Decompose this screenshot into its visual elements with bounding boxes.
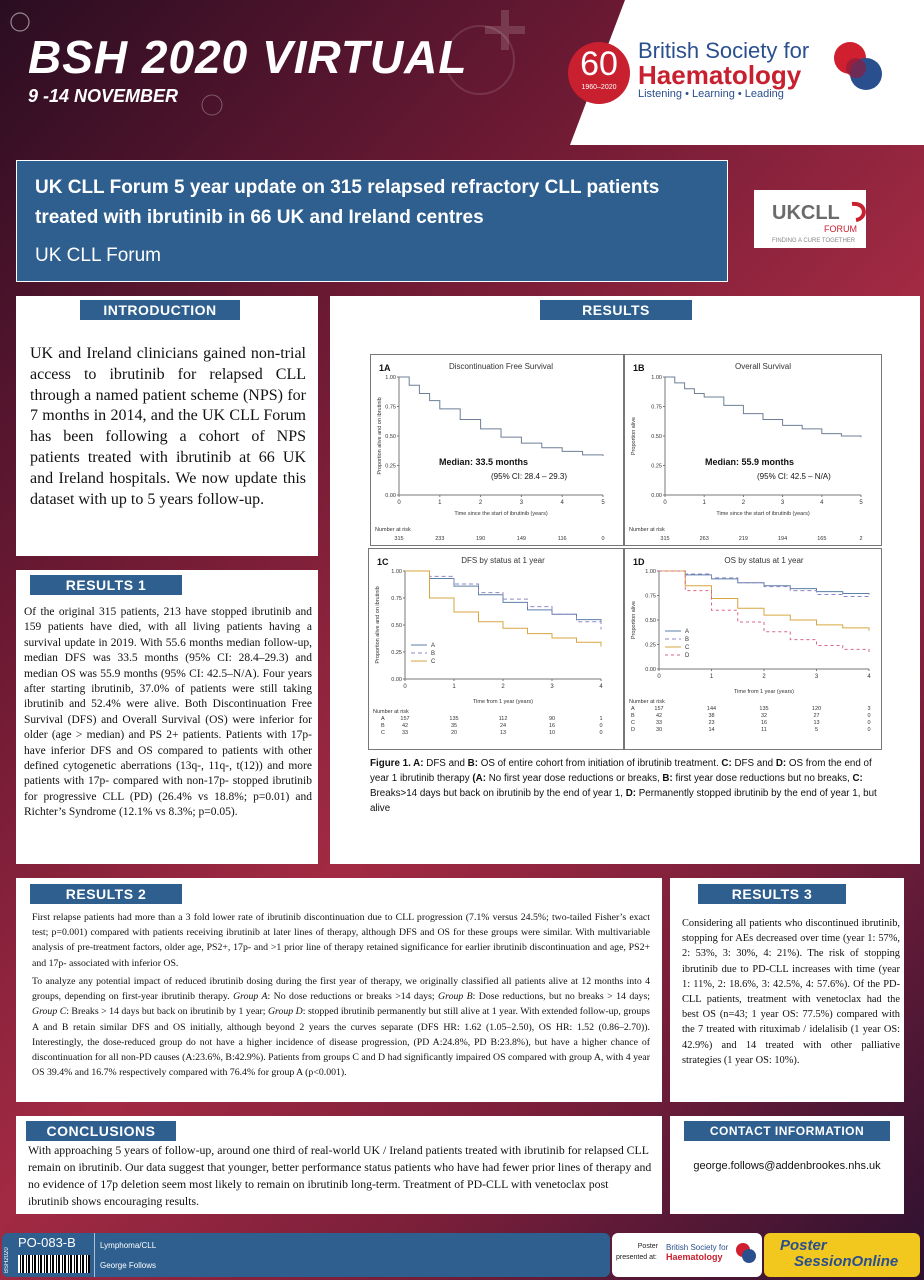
poster-id: PO-083-B <box>18 1235 76 1250</box>
ci-annotation: (95% CI: 28.4 – 29.3) <box>491 472 568 481</box>
risk-row-label: A <box>381 716 385 722</box>
risk-value: 27 <box>813 713 820 719</box>
x-axis-label: Time since the start of ibrutinib (years) <box>716 511 810 517</box>
risk-value: 33 <box>655 720 663 726</box>
y-axis-label: Proportion alive <box>631 600 637 640</box>
risk-value: 120 <box>811 706 822 712</box>
org-name-line2: Haematology <box>638 60 802 90</box>
risk-value: 135 <box>759 706 769 712</box>
x-axis-label: Time from 1 year (years) <box>472 699 534 705</box>
risk-value: 32 <box>760 713 768 719</box>
y-tick-label: 0.00 <box>651 493 662 499</box>
presented-line1: Poster <box>637 1243 658 1250</box>
pso-word2: SessionOnline <box>794 1253 899 1270</box>
small-bsh-logo-icon <box>734 1241 758 1265</box>
results2-p2b: : No dose reductions or breaks >14 days; <box>267 991 439 1003</box>
y-tick-label: 1.00 <box>391 569 402 575</box>
x-tick-label: 4 <box>599 684 603 690</box>
series-line-C <box>405 571 601 647</box>
risk-row-label: A <box>631 706 635 712</box>
presented-line2: presented at: <box>616 1254 657 1261</box>
legend-label: B <box>431 651 436 657</box>
risk-value: 42 <box>655 713 663 719</box>
series-line-main <box>399 377 603 456</box>
risk-value: 263 <box>699 536 709 542</box>
y-tick-label: 0.00 <box>385 493 396 499</box>
caption-b4: (A: <box>472 773 486 784</box>
x-tick-label: 3 <box>519 500 524 506</box>
panel-label: 1B <box>633 363 645 373</box>
series-line-C <box>659 571 869 631</box>
x-tick-label: 4 <box>867 674 871 680</box>
risk-value: 233 <box>435 536 445 542</box>
risk-value: 13 <box>813 720 820 726</box>
y-tick-label: 0.25 <box>391 650 402 656</box>
anniversary-years: 1960–2020 <box>581 84 617 91</box>
risk-value: 157 <box>400 716 410 722</box>
x-tick-label: 2 <box>762 674 766 680</box>
risk-value: 24 <box>499 723 507 729</box>
legend-label: C <box>685 645 690 651</box>
x-tick-label: 1 <box>438 500 442 506</box>
risk-value: 165 <box>817 536 827 542</box>
logo-forum-text: FORUM <box>824 224 857 234</box>
y-tick-label: 0.25 <box>645 642 656 649</box>
risk-value: 16 <box>760 720 768 726</box>
x-tick-label: 2 <box>501 684 505 690</box>
x-tick-label: 3 <box>780 500 785 506</box>
small-org-line1: British Society for <box>666 1243 729 1252</box>
risk-table-label: Number at risk <box>373 709 409 715</box>
poster-session-online-logo <box>764 1233 920 1277</box>
contact-panel <box>670 1116 904 1214</box>
risk-value: 35 <box>450 723 458 729</box>
y-tick-label: 1.00 <box>645 569 656 575</box>
x-tick-label: 0 <box>397 500 401 506</box>
y-tick-label: 0.50 <box>651 434 662 440</box>
results2-heading: RESULTS 2 <box>30 884 182 904</box>
poster-title-box <box>16 160 728 282</box>
x-tick-label: 1 <box>452 684 456 690</box>
x-tick-label: 4 <box>820 500 824 506</box>
x-tick-label: 3 <box>814 674 819 680</box>
small-org-line2: Haematology <box>666 1252 723 1262</box>
caption-b1: B: <box>467 758 478 769</box>
legend-label: C <box>431 659 436 665</box>
legend-label: A <box>685 629 690 635</box>
risk-value: 0 <box>599 730 603 736</box>
footer-category: Lymphoma/CLL <box>100 1241 157 1250</box>
risk-value: 0 <box>867 713 871 719</box>
chart-1c <box>368 548 624 750</box>
caption-t4: OS from the end of year 1 ibrutinib therapy <box>370 758 872 784</box>
bsh-logo-icon <box>828 36 890 98</box>
logo-swirl-icon <box>848 200 868 226</box>
presented-at-box <box>612 1233 762 1277</box>
poster-title: UK CLL Forum 5 year update on 315 relapsed refractory CLL patients treated with ibrutinib in 66 UK and Ireland centres <box>35 177 660 228</box>
x-axis-label: Time from 1 year (years) <box>733 689 795 695</box>
caption-b3: D: <box>775 758 787 769</box>
results3-heading: RESULTS 3 <box>698 884 846 904</box>
y-tick-label: 0.75 <box>391 596 402 602</box>
caption-t8: Permanently stopped ibrutinib by the end of year 1, but alive <box>370 788 877 814</box>
results-heading: RESULTS <box>540 300 692 320</box>
caption-t3: DFS and <box>731 758 776 769</box>
x-tick-label: 3 <box>550 684 554 690</box>
y-tick-label: 1.00 <box>651 375 662 381</box>
risk-table-label: Number at risk <box>375 527 411 533</box>
x-tick-label: 2 <box>478 500 483 506</box>
caption-t1: DFS and <box>423 758 468 769</box>
footer-info-bar <box>2 1233 610 1277</box>
risk-value: 149 <box>516 536 526 542</box>
risk-value: 90 <box>548 716 556 722</box>
x-tick-label: 5 <box>859 500 863 506</box>
risk-value: 1 <box>599 716 603 722</box>
risk-value: 194 <box>778 536 788 542</box>
risk-value: 23 <box>708 720 715 726</box>
contact-heading: CONTACT INFORMATION <box>684 1121 890 1141</box>
conclusions-panel <box>16 1116 662 1214</box>
risk-value: 144 <box>706 706 717 712</box>
chart-title: DFS by status at 1 year <box>461 556 545 565</box>
y-tick-label: 0.00 <box>645 667 656 673</box>
org-tagline: Listening • Learning • Leading <box>638 88 784 100</box>
risk-value: 190 <box>476 536 486 542</box>
caption-b6: C: <box>852 773 863 784</box>
results-panel <box>330 296 920 864</box>
results2-p2a: To analyze any potential impact of reduced ibrutinib dosing during the first year of therapy, we originally classified all patients alive at 12 months into 4 groups, depending on first-year ibrutinib therapy. <box>32 976 650 1003</box>
series-line-A <box>405 571 601 623</box>
risk-row-label: C <box>631 720 635 726</box>
risk-value: 315 <box>394 536 404 542</box>
footer-divider <box>94 1233 95 1277</box>
introduction-panel <box>16 296 318 556</box>
risk-value: 10 <box>548 730 556 736</box>
median-annotation: Median: 33.5 months <box>439 457 529 467</box>
x-tick-label: 1 <box>702 500 706 506</box>
risk-value: 38 <box>708 713 715 719</box>
y-tick-label: 1.00 <box>385 375 396 381</box>
risk-table-label: Number at risk <box>629 699 665 705</box>
y-tick-label: 0.75 <box>385 404 396 411</box>
org-name-line1: British Society for <box>638 38 810 63</box>
anniversary-badge <box>568 42 630 104</box>
x-tick-label: 2 <box>741 500 746 506</box>
chart-title: Discontinuation Free Survival <box>448 362 554 371</box>
caption-t2: OS of entire cohort from initiation of ibrutinib treatment. <box>477 758 722 769</box>
risk-value: 11 <box>761 727 767 733</box>
risk-table-label: Number at risk <box>629 527 665 533</box>
y-axis-label: Proportion alive and on ibrutinib <box>377 397 383 475</box>
results2-p2c: : Dose reductions, but no breaks > 14 days; <box>472 991 650 1003</box>
results2-p2e: : stopped ibrutinib permanently but still alive at 1 year. With extended follow-up, groups A and B retain similar DFS and OS initially, although beyond 2 years the curves separate (DFS HR: 1.62 (1.05–2.50), OS HR: 1.52 (0.86–2.70)). Interestingly, the dose-reduced group do not have a higher incidence of disease progression, (PD A:24.8%, PD B:23.8%), but have a higher chance of discontinuation for all non-PD causes (A:23.6%, B:42.9%). Patients from groups C and D had significantly impaired OS compared with group A, with 4 year OS 39.4% and 16.7% respectively compared with 76.4% for group A (p<0.001). <box>32 1006 650 1079</box>
introduction-text: UK and Ireland clinicians gained non-trial access to ibrutinib for relapsed CLL through a named patient scheme (NPS) for 7 months in 2014, and the UK CLL Forum has been following a cohort of NPS patients treated with ibrutinib at 66 UK and Ireland hospitals. We now update this dataset with up to 5 years follow-up. <box>30 345 306 508</box>
risk-value: 33 <box>401 730 409 736</box>
risk-value: 219 <box>738 536 748 542</box>
risk-value: 3 <box>867 706 871 712</box>
figure-caption <box>370 756 890 816</box>
risk-value: 13 <box>499 730 507 736</box>
legend-label: A <box>431 643 436 649</box>
risk-value: 0 <box>599 723 603 729</box>
risk-value: 116 <box>557 536 567 542</box>
results3-text: Considering all patients who discontinued ibrutinib, stopping for AEs decreased over time (year 1: 57%, 2: 53%, 3: 30%, 4: 21%). The risk of stopping ibrutinib due to PD-CLL increases with time (year 1: 11%, 2: 18.6%, 3: 42.5%, 4: 57.6%). Of the PD-CLL patients, treatment with venetoclax had the best OS (n=43; 1 year OS: 77.5%) compared with the 7 treated with rituximab / idelalisib (1 year OS: 42.9%) and 14 treated with other palliative strategies (1 year OS: 10%). <box>682 918 900 1066</box>
risk-value: 135 <box>449 716 459 722</box>
y-tick-label: 0.25 <box>385 463 396 470</box>
logo-tagline: FINDING A CURE TOGETHER <box>772 238 856 244</box>
panel-label: 1D <box>633 557 645 567</box>
risk-value: 0 <box>867 727 871 733</box>
risk-row-label: D <box>631 727 635 733</box>
caption-fig: Figure 1. A: <box>370 758 424 769</box>
caption-t6: first year dose reductions but no breaks, <box>672 773 853 784</box>
ukcll-logo <box>754 190 866 248</box>
chart-title: OS by status at 1 year <box>724 556 804 565</box>
results2-group-c: Group C <box>32 1006 67 1018</box>
results1-text: Of the original 315 patients, 213 have stopped ibrutinib and 159 patients have died, with all living patients having a survival update in 2019. With 55.6 months median follow-up, median DFS was 33.5 months (95% CI: 28.4–29.3) and median OS was 55.9 months (95% CI: 42.5–N/A). Four years after starting ibrutinib, 37.0% of patients were still taking ibrutinib and 52.4% were alive. Both Discontinuation Free Survival (DFS) and Overall Survival (OS) were inferior for older (age > median) and PS 2+ patients. Patients with 17p- have inferior DFS and OS compared to patients with other defined cytogenetic aberrations (13q-, 11q-, t(12)) and more patients with 17p- compared with non-17p- stopped ibrutinib for progressive CLL (PD) (26.4% vs 18.8%; p=0.01) and Richter’s Syndrome (12.1% vs 8.3%; p=0.05). <box>24 606 312 819</box>
results2-group-a: Group A <box>233 991 268 1003</box>
chart-1d <box>624 548 882 750</box>
x-tick-label: 0 <box>657 674 661 680</box>
ukcll-logo-box <box>740 160 908 258</box>
y-axis-label: Proportion alive and on ibrutinib <box>375 586 381 664</box>
risk-value: 0 <box>601 536 605 542</box>
results2-panel <box>16 878 662 1102</box>
chart-1a <box>370 354 624 546</box>
event-title: BSH 2020 VIRTUAL <box>28 31 468 83</box>
event-dates: 9 -14 NOVEMBER <box>28 86 179 106</box>
risk-value: 2 <box>859 536 863 542</box>
risk-value: 20 <box>450 730 458 736</box>
risk-row-label: C <box>381 730 385 736</box>
results2-para2 <box>32 974 650 1080</box>
chart-title: Overall Survival <box>734 362 792 371</box>
series-line-A <box>659 571 869 595</box>
risk-value: 42 <box>401 723 409 729</box>
y-tick-label: 0.50 <box>385 434 396 440</box>
caption-b5: B: <box>662 773 673 784</box>
x-tick-label: 4 <box>560 500 564 506</box>
x-tick-label: 1 <box>709 674 714 680</box>
y-tick-label: 0.00 <box>391 677 402 683</box>
y-tick-label: 0.50 <box>645 618 656 624</box>
risk-value: 16 <box>548 723 556 729</box>
risk-value: 0 <box>867 720 871 726</box>
caption-b7: D: <box>625 788 637 799</box>
results1-panel <box>16 570 318 864</box>
y-tick-label: 0.50 <box>391 623 402 629</box>
median-annotation: Median: 55.9 months <box>705 457 795 467</box>
poster-authors: UK CLL Forum <box>35 245 161 266</box>
footer-side-code: BSH2020 <box>4 1247 10 1273</box>
risk-value: 315 <box>660 536 670 542</box>
legend-label: D <box>685 653 690 659</box>
x-tick-label: 0 <box>403 684 407 690</box>
conclusions-heading: CONCLUSIONS <box>26 1121 176 1141</box>
conclusions-text: With approaching 5 years of follow-up, around one third of real-world UK / Ireland patients treated with ibrutinib for relapsed CLL remain on ibrutinib. Our data suggest that younger, better performance status patients who have had fewer prior lines of therapy and no evidence of 17p deletion seem most likely to remain on ibrutinib long-term. Treatment of PD-CLL with venetoclax post ibrutinib shows encouraging results. <box>28 1143 652 1208</box>
introduction-heading: INTRODUCTION <box>80 300 240 320</box>
y-axis-label: Proportion alive <box>631 416 637 456</box>
logo-main-text: UKCLL <box>772 202 840 224</box>
risk-value: 112 <box>498 716 508 722</box>
risk-value: 30 <box>655 727 663 733</box>
y-tick-label: 0.75 <box>645 593 656 600</box>
ci-annotation: (95% CI: 42.5 – N/A) <box>757 472 831 481</box>
panel-label: 1A <box>379 363 391 373</box>
risk-row-label: B <box>631 713 635 719</box>
y-tick-label: 0.75 <box>651 404 662 411</box>
results2-group-d: Group D <box>267 1006 303 1018</box>
risk-value: 5 <box>814 727 819 733</box>
risk-value: 157 <box>654 706 664 712</box>
risk-row-label: B <box>381 723 385 729</box>
results2-para1: First relapse patients had more than a 3 fold lower rate of ibrutinib discontinuation due to CLL progression (7.1% versus 24.5%; two-tailed Fisher’s exact test; p=0.001) compared with patients receiving ibrutinib at later lines of therapy, although DFS and OS for these groups were similar. With multivariable analysis of pre-treatment factors, older age, PS2+, 17p- and >1 prior line of therapy retained significance for earlier ibrutinib discontinuation and age, PS2+ and 17p- associated with inferior OS. <box>32 912 650 969</box>
pso-word1: Poster <box>780 1237 827 1254</box>
results1-heading: RESULTS 1 <box>30 575 182 595</box>
anniversary-number: 60 <box>580 45 618 83</box>
chart-1b <box>624 354 882 546</box>
results2-group-b: Group B <box>438 991 473 1003</box>
series-line-main <box>665 377 861 437</box>
results3-panel <box>670 878 904 1102</box>
legend-label: B <box>685 637 690 643</box>
panel-label: 1C <box>377 557 389 567</box>
caption-t5: No first year dose reductions or breaks, <box>486 773 663 784</box>
y-tick-label: 0.25 <box>651 463 662 470</box>
caption-b2: C: <box>721 758 732 769</box>
x-tick-label: 0 <box>663 500 667 506</box>
caption-t7: Breaks>14 days but back on ibrutinib by the end of year 1, <box>370 788 626 799</box>
footer-presenter: George Follows <box>100 1261 157 1270</box>
barcode <box>18 1255 90 1273</box>
results2-p2d: : Breaks > 14 days but back on ibrutinib by 1 year; <box>66 1006 268 1018</box>
contact-email[interactable]: george.follows@addenbrookes.nhs.uk <box>693 1160 881 1172</box>
x-axis-label: Time since the start of ibrutinib (years) <box>454 511 548 517</box>
risk-value: 14 <box>708 727 715 733</box>
x-tick-label: 5 <box>601 500 605 506</box>
